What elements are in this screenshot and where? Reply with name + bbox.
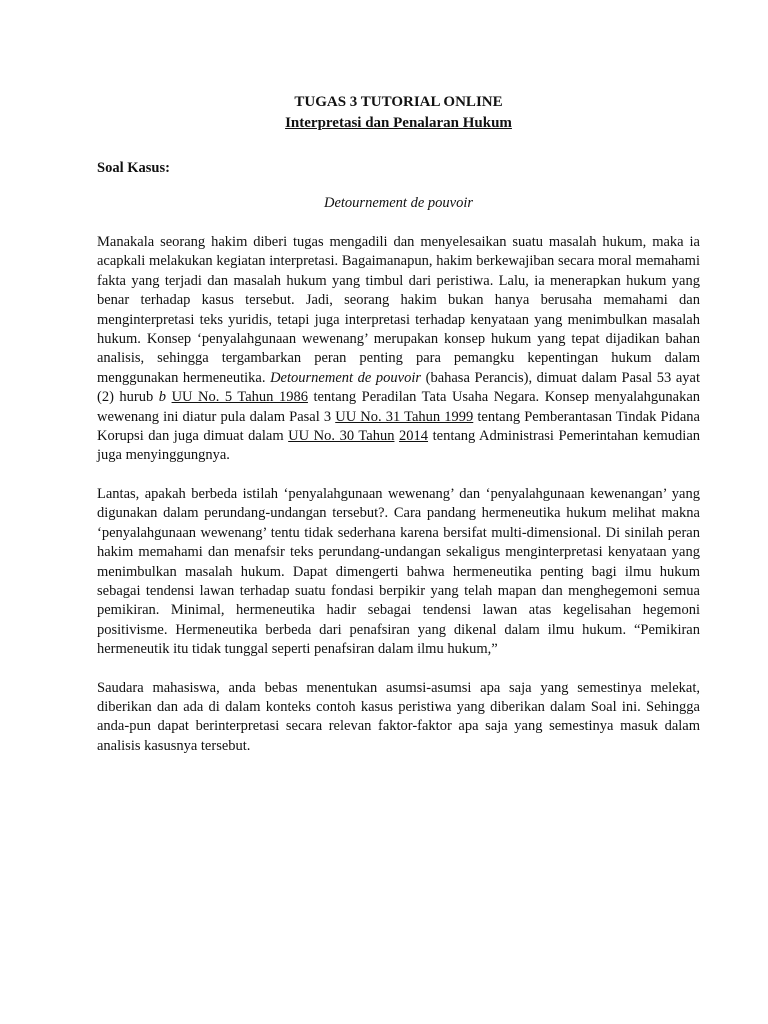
paragraph-1-text: tentang Pemberantasan Tindak Pidana Korupsi dan juga dimuat dalam: [97, 408, 700, 445]
paragraph-3: Saudara mahasiswa, anda bebas menentukan asumsi-asumsi apa saja yang semestinya melekat, diberikan dan ada di dalam konteks contoh kasus peristiwa yang diberikan dalam Soal ini. Sehingga anda-pun dapat berinterpretasi secara relevan faktor-faktor apa saja yang semestinya masuk dalam analisis kasusnya tersebut.: [97, 679, 700, 754]
law-reference: UU No. 31 Tahun 1999: [335, 408, 474, 425]
section-label: Soal Kasus:: [97, 160, 170, 176]
law-reference: UU No. 5 Tahun 1986: [171, 389, 308, 406]
document-page: [97, 92, 700, 756]
document-subtitle: Interpretasi dan Penalaran Hukum: [285, 115, 512, 131]
paragraph-1: [97, 233, 700, 466]
italic-term: Detournement de pouvoir: [270, 369, 422, 386]
paragraph-1-text: tentang Administrasi Pemerintahan kemudian juga menyinggungnya.: [97, 428, 701, 464]
document-title: TUGAS 3 TUTORIAL ONLINE: [294, 94, 503, 110]
law-reference-year: 2014: [399, 428, 429, 445]
paragraph-1-text: (bahasa Perancis), dimuat dalam Pasal 53 ayat (2) hurub: [97, 369, 701, 406]
law-reference: UU No. 30 Tahun: [288, 428, 395, 445]
paragraph-1-text: tentang Peradilan Tata Usaha Negara. Konsep menyalahgunakan wewenang ini diatur pula dalam Pasal 3: [97, 389, 701, 425]
paragraph-2: Lantas, apakah berbeda istilah ‘penyalahgunaan wewenang’ dan ‘penyalahgunaan kewenangan’ yang digunakan dalam perundang-undangan tersebut?. Cara pandang hermeneutika hukum melihat makna ‘penyalahgunaan wewenang’ tentu tidak sederhana karena bersifat multi-dimensional. Di sinilah peran hakim memahami dan menafsir teks perundang-undangan sekaligus menginterpretasi kenyataan yang menimbulkan masalah hukum. Dapat dimengerti bahwa hermeneutika penting bagi ilmu hukum sebagai tendensi lawan terhadap suatu fondasi berpikir yang telah mapan dan menghegemoni semua pemikiran. Minimal, hermeneutika hadir sebagai tendensi lawan atas kegelisahan hegemoni positivisme. Hermeneutika berbeda dari penafsiran yang dikenal dalam ilmu hukum. “Pemikiran hermeneutik itu tidak tunggal seperti penafsiran dalam ilmu hukum,”: [97, 485, 700, 658]
paragraph-1-text: Manakala seorang hakim diberi tugas mengadili dan menyelesaikan suatu masalah hukum, maka ia acapkali melakukan kegiatan interpretasi. Bagaimanapun, hakim berkewajiban secara moral memahami fakta yang terjadi dan masalah hukum yang timbul dari peristiwa. Lalu, ia menerapkan hukum yang benar terhadap kasus tersebut. Jadi, seorang hakim bukan hanya berusaha memahami dan menginterpretasi teks yuridis, tetapi juga interpretasi terhadap kenyataan yang menimbulkan masalah hukum. Konsep ‘penyalahgunaan wewenang’ merupakan konsep hukum yang tepat dijadikan bahan analisis, sehingga tergambarkan peran penting para pemangku kepentingan hukum dalam menggunakan hermeneutika.: [97, 234, 700, 386]
case-title: Detournement de pouvoir: [324, 195, 473, 211]
italic-letter: b: [158, 389, 167, 406]
